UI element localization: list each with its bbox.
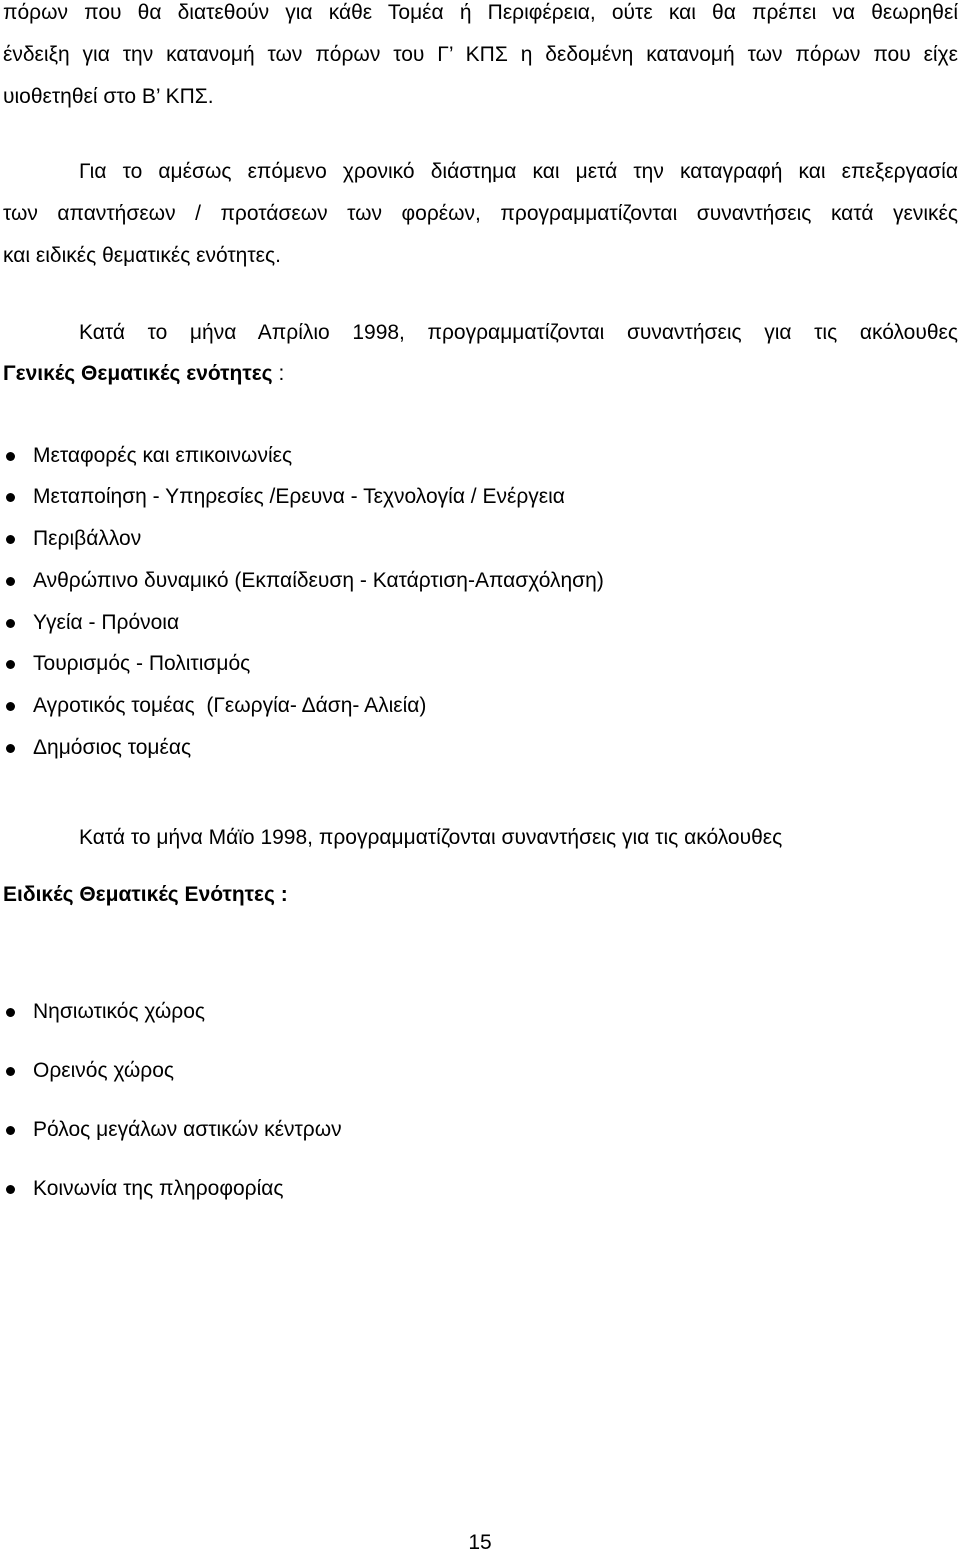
list-item-label: Αγροτικός τομέας (Γεωργία- Δάση- Αλιεία): [33, 694, 427, 717]
list-item-label: Υγεία - Πρόνοια: [33, 611, 180, 634]
list-item-label: Τουρισμός - Πολιτισμός: [33, 652, 251, 675]
paragraph-line: και ειδικές θεματικές ενότητες.: [3, 244, 281, 267]
paragraph-line: ένδειξη για την κατανομή των πόρων του Γ’ ΚΠΣ η δεδομένη κατανομή των πόρων που είχε: [3, 43, 958, 66]
april-intro-line: Κατά το μήνα Απρίλιο 1998, προγραμματίζονται συναντήσεις για τις ακόλουθες: [79, 321, 958, 344]
list-item-label: Μεταποίηση - Υπηρεσίες /Ερευνα - Τεχνολογία / Ενέργεια: [33, 485, 565, 508]
bullet-icon: [6, 660, 15, 669]
may-section-heading: Ειδικές Θεματικές Ενότητες :: [3, 883, 288, 906]
page-number: 15: [468, 1531, 492, 1554]
paragraph-line: υιοθετηθεί στο Β’ ΚΠΣ.: [3, 85, 214, 108]
may-intro-line: Κατά το μήνα Μάϊο 1998, προγραμματίζονται συναντήσεις για τις ακόλουθες: [79, 826, 783, 849]
list-item-label: Νησιωτικός χώρος: [33, 1000, 206, 1023]
paragraph-line: πόρων που θα διατεθούν για κάθε Τομέα ή Περιφέρεια, ούτε και θα πρέπει να θεωρηθεί: [3, 1, 958, 24]
bullet-icon: [6, 535, 15, 544]
april-heading-bold: Γενικές Θεματικές ενότητες: [3, 362, 273, 385]
list-item-label: Ρόλος μεγάλων αστικών κέντρων: [33, 1118, 342, 1141]
bullet-icon: [6, 1008, 15, 1017]
paragraph-line: των απαντήσεων / προτάσεων των φορέων, προγραμματίζονται συναντήσεις κατά γενικές: [3, 202, 958, 225]
april-section-heading: [3, 361, 958, 387]
bullet-icon: [6, 1126, 15, 1135]
bullet-icon: [6, 1067, 15, 1076]
list-item-label: Δημόσιος τομέας: [33, 736, 192, 759]
bullet-icon: [6, 1185, 15, 1194]
list-item-label: Ανθρώπινο δυναμικό (Εκπαίδευση - Κατάρτιση-Απασχόληση): [33, 569, 604, 592]
list-item-label: Μεταφορές και επικοινωνίες: [33, 444, 293, 467]
bullet-icon: [6, 452, 15, 461]
bullet-icon: [6, 702, 15, 711]
bullet-icon: [6, 744, 15, 753]
april-heading-suffix: :: [272, 362, 285, 385]
paragraph-line: Για το αμέσως επόμενο χρονικό διάστημα και μετά την καταγραφή και επεξεργασία: [79, 160, 958, 183]
list-item-label: Ορεινός χώρος: [33, 1059, 175, 1082]
list-item-label: Κοινωνία της πληροφορίας: [33, 1177, 284, 1200]
bullet-icon: [6, 493, 15, 502]
bullet-icon: [6, 577, 15, 586]
bullet-icon: [6, 619, 15, 628]
list-item-label: Περιβάλλον: [33, 527, 142, 550]
